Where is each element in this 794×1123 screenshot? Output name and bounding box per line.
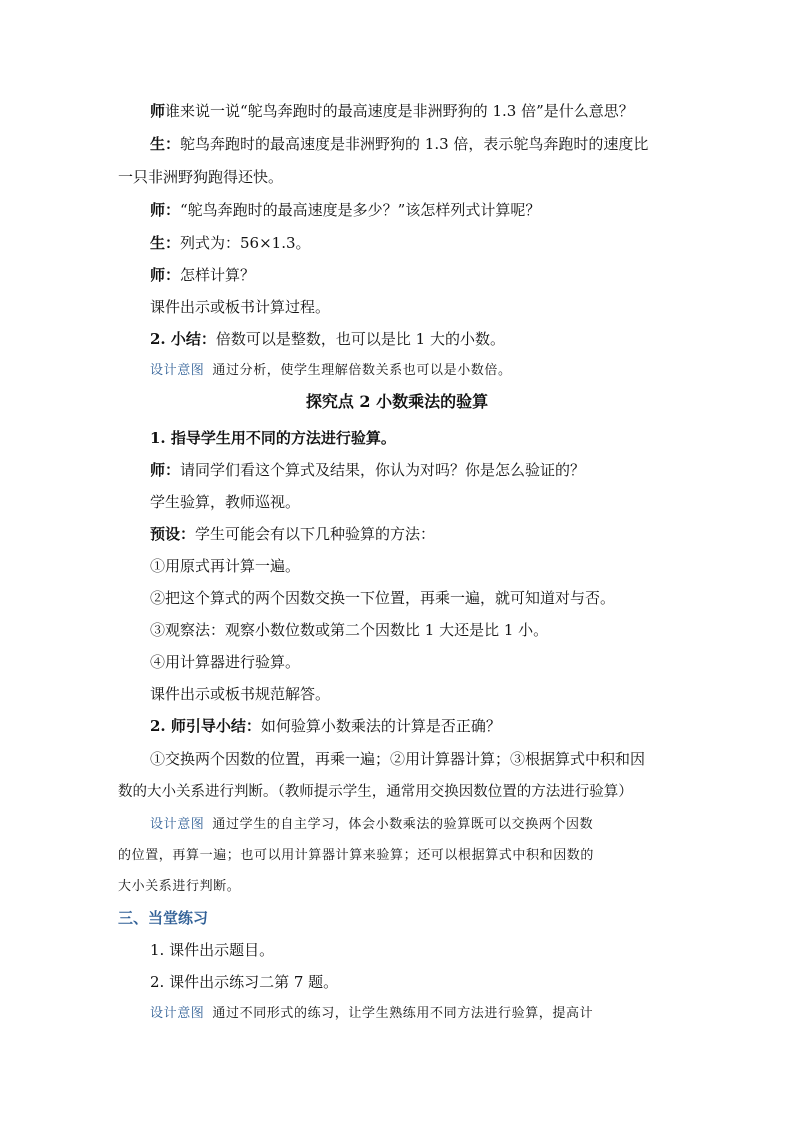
summary-label: 2. 小结： [150,330,216,348]
preset-line [150,524,720,544]
list-item: ③观察法：观察小数位数或第二个因数比 1 大还是比 1 小。 [150,621,549,639]
dialogue-line [150,233,720,253]
body-paragraph: 课件出示或板书规范解答。 [150,685,331,703]
section-heading: 探究点 2 小数乘法的验算 [305,392,489,411]
design-intent-tag: 设计意图 [150,1006,205,1021]
design-intent-note [150,361,720,381]
dialogue-line [150,265,720,285]
design-intent-note [150,815,720,835]
design-intent-continuation: 大小关系进行判断。 [118,879,241,894]
design-intent-tag: 设计意图 [150,817,205,832]
summary-text: 如何验算小数乘法的计算是否正确？ [260,717,501,735]
dialogue-text: 怎样计算？ [180,266,256,284]
dialogue-continuation: 一只非洲野狗跑得还快。 [118,168,284,186]
speaker-label: 师： [150,201,181,219]
summary-line [150,329,720,349]
dialogue-text: 请同学们看这个算式及结果，你认为对吗？你是怎么验证的？ [180,461,586,479]
design-intent-text: 通过分析，使学生理解倍数关系也可以是小数倍。 [212,363,512,378]
preset-label: 预设： [150,525,196,543]
design-intent-text: 通过不同形式的练习，让学生熟练用不同方法进行验算，提高计 [212,1006,594,1021]
dialogue-line [150,200,720,220]
summary-line [150,716,720,736]
speaker-label: 生： [150,135,181,153]
dialogue-text: 鸵鸟奔跑时的最高速度是非洲野狗的 1.3 倍，表示鸵鸟奔跑时的速度比 [180,135,649,153]
speaker-label: 师： [150,461,181,479]
list-item: ①用原式再计算一遍。 [150,557,301,575]
preset-text: 学生可能会有以下几种验算的方法： [195,525,436,543]
dialogue-line [150,134,720,154]
design-intent-tag: 设计意图 [150,363,205,378]
summary-text: 倍数可以是整数，也可以是比 1 大的小数。 [215,330,505,348]
section-3-heading: 三、当堂练习 [118,909,209,927]
body-paragraph-continuation: 数的大小关系进行判断。（教师提示学生，通常用交换因数位置的方法进行验算） [118,784,633,800]
dialogue-line [150,101,720,121]
step-heading: 1. 指导学生用不同的方法进行验算。 [150,429,396,447]
speaker-label: 师： [150,266,181,284]
dialogue-text: “鸵鸟奔跑时的最高速度是多少？”该怎样列式计算呢？ [180,201,541,219]
body-paragraph: 学生验算，教师巡视。 [150,493,301,511]
list-item: ④用计算器进行验算。 [150,653,301,671]
dialogue-text: 谁来说一说“鸵鸟奔跑时的最高速度是非洲野狗的 1.3 倍”是什么意思？ [165,102,634,120]
summary-label: 2. 师引导小结： [150,717,261,735]
design-intent-continuation: 的位置，再算一遍；也可以用计算器计算来验算；还可以根据算式中积和因数的 [118,848,595,863]
design-intent-note [150,1004,720,1024]
speaker-label: 生： [150,234,181,252]
list-item: 2. 课件出示练习二第 7 题。 [150,973,339,991]
list-item: ②把这个算式的两个因数交换一下位置，再乘一遍，就可知道对与否。 [150,589,616,607]
design-intent-text: 通过学生的自主学习，体会小数乘法的验算既可以交换两个因数 [212,817,594,832]
body-paragraph: 课件出示或板书计算过程。 [150,298,331,316]
dialogue-text: 列式为：56×1.3。 [180,234,311,252]
list-item: 1. 课件出示题目。 [150,941,275,959]
dialogue-line [150,460,720,480]
body-paragraph: ①交换两个因数的位置，再乘一遍；②用计算器计算；③根据算式中积和因 [150,750,646,768]
speaker-label: 师 [150,102,166,120]
